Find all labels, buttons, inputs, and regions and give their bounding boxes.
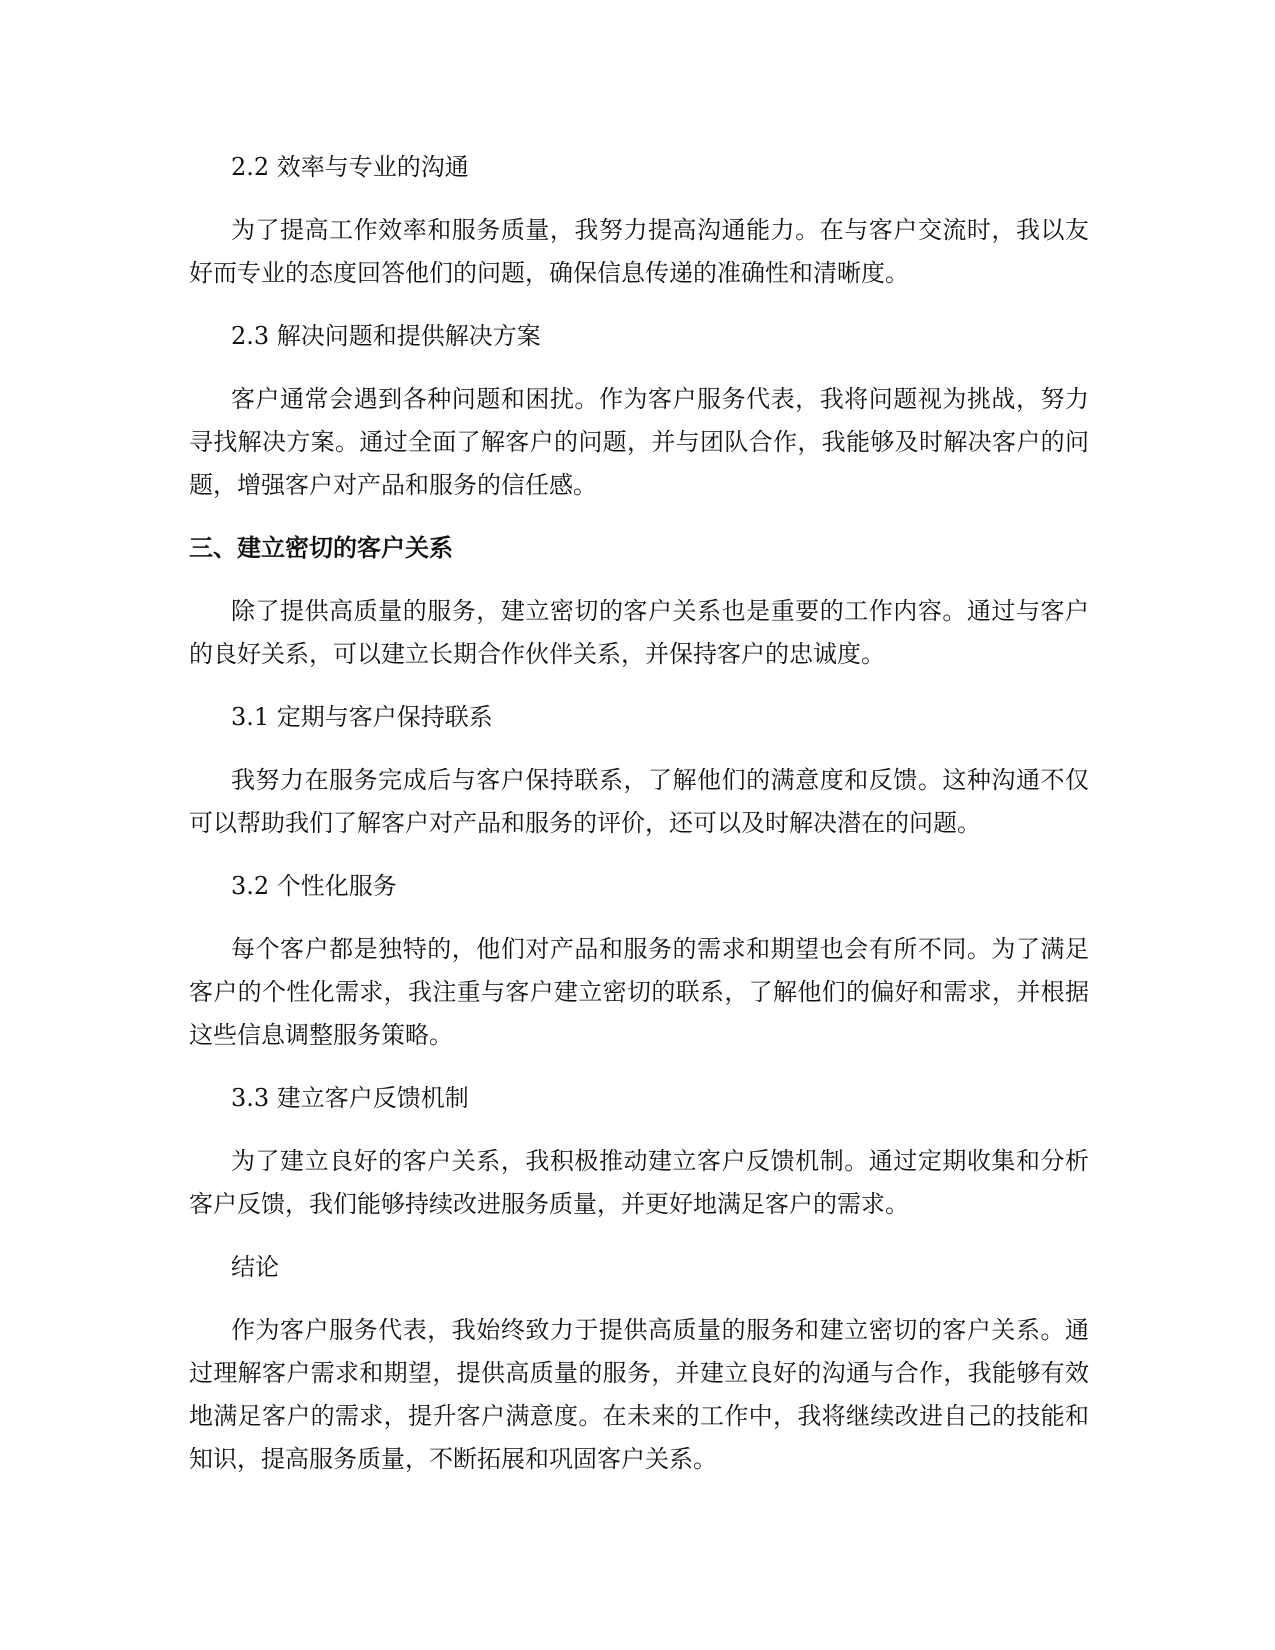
document-body — [189, 146, 1089, 1501]
subheading-2-3: 2.3 解决问题和提供解决方案 — [231, 322, 541, 350]
paragraph-problem-solving: 客户通常会遇到各种问题和困扰。作为客户服务代表，我将问题视为挑战，努力寻找解决方案。通过全面了解客户的问题，并与团队合作，我能够及时解决客户的问题，增强客户对产品和服务的信任感。 — [189, 385, 1089, 499]
subheading-2-2: 2.2 效率与专业的沟通 — [231, 153, 469, 181]
section-heading-3: 三、建立密切的客户关系 — [189, 534, 453, 562]
paragraph-personalized-service: 每个客户都是独特的，他们对产品和服务的需求和期望也会有所不同。为了满足客户的个性化需求，我注重与客户建立密切的联系，了解他们的偏好和需求，并根据这些信息调整服务策略。 — [189, 935, 1089, 1049]
paragraph-relationship-intro: 除了提供高质量的服务，建立密切的客户关系也是重要的工作内容。通过与客户的良好关系，可以建立长期合作伙伴关系，并保持客户的忠诚度。 — [189, 597, 1089, 668]
subheading-3-2: 3.2 个性化服务 — [231, 872, 397, 900]
paragraph-feedback-mechanism: 为了建立良好的客户关系，我积极推动建立客户反馈机制。通过定期收集和分析客户反馈，我们能够持续改进服务质量，并更好地满足客户的需求。 — [189, 1147, 1089, 1218]
subheading-3-1: 3.1 定期与客户保持联系 — [231, 703, 493, 731]
paragraph-communication: 为了提高工作效率和服务质量，我努力提高沟通能力。在与客户交流时，我以友好而专业的态度回答他们的问题，确保信息传递的准确性和清晰度。 — [189, 216, 1089, 287]
subheading-3-3: 3.3 建立客户反馈机制 — [231, 1084, 469, 1112]
subheading-conclusion: 结论 — [231, 1253, 279, 1281]
paragraph-regular-contact: 我努力在服务完成后与客户保持联系，了解他们的满意度和反馈。这种沟通不仅可以帮助我们了解客户对产品和服务的评价，还可以及时解决潜在的问题。 — [189, 766, 1089, 837]
paragraph-conclusion: 作为客户服务代表，我始终致力于提供高质量的服务和建立密切的客户关系。通过理解客户需求和期望，提供高质量的服务，并建立良好的沟通与合作，我能够有效地满足客户的需求，提升客户满意度。在未来的工作中，我将继续改进自己的技能和知识，提高服务质量，不断拓展和巩固客户关系。 — [189, 1316, 1089, 1473]
